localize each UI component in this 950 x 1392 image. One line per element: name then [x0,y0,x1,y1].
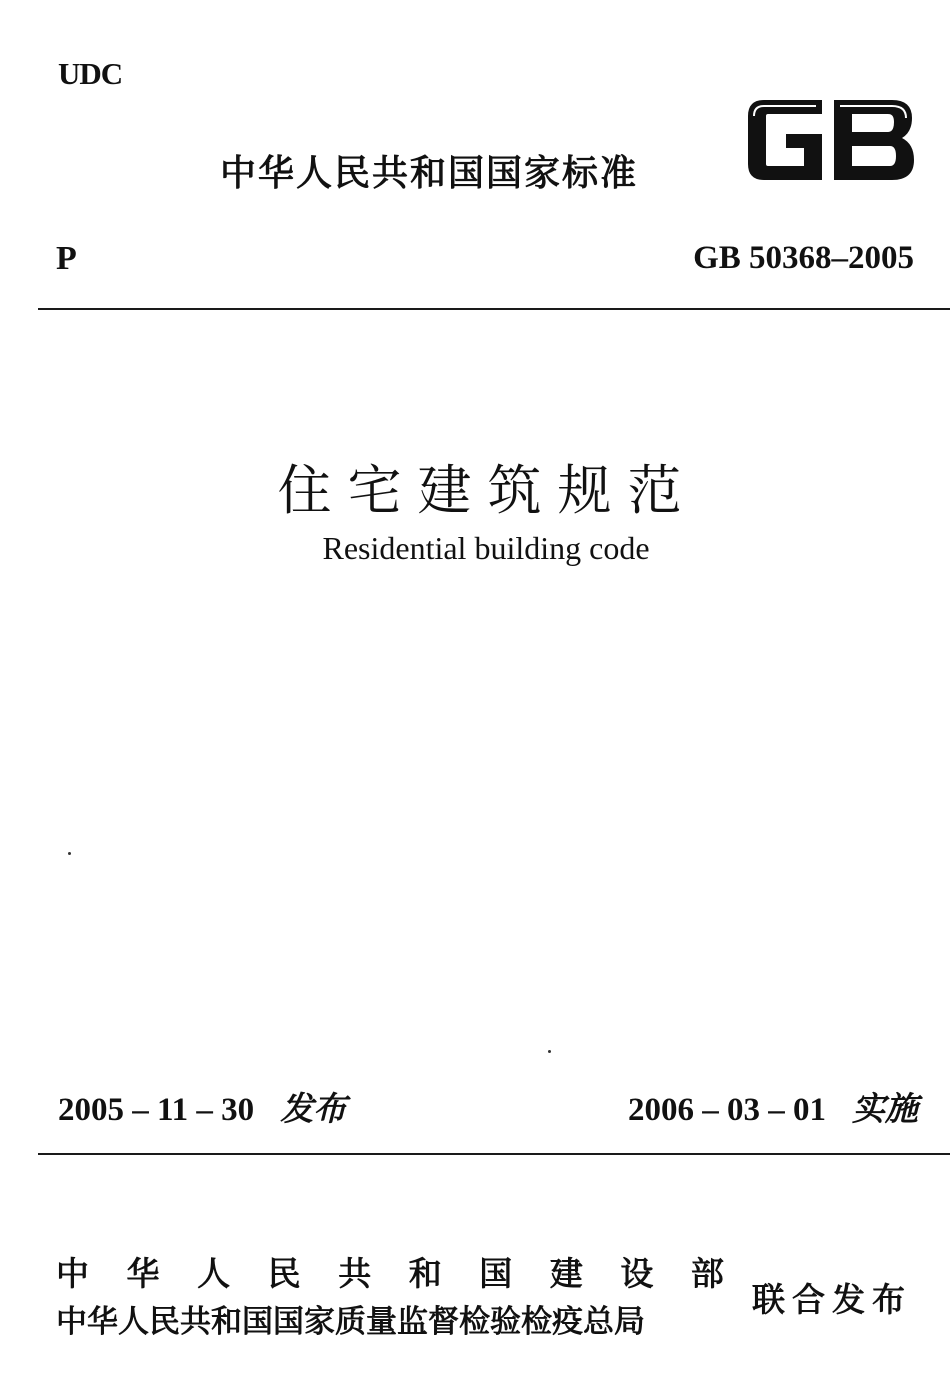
udc-label: UDC [58,56,123,91]
classification-code: P [56,240,77,277]
title-english: Residential building code [322,530,650,566]
scan-speck [68,852,71,855]
issuer-ministry-char: 人 [197,1254,231,1293]
issuer-ministry-char: 中 [56,1254,89,1293]
issuer-ministry-char: 部 [690,1254,724,1293]
issue-label: 发布 [280,1089,347,1128]
issuer-ministry-char: 国 [479,1254,513,1293]
scan-speck [548,1050,551,1053]
gb-logo [742,94,918,186]
issuer-ministry-char: 和 [408,1254,442,1293]
issuer-ministry-char: 共 [338,1254,372,1293]
standard-number: GB 50368–2005 [693,240,914,276]
implement-date-block [628,1083,918,1130]
bottom-divider [38,1153,950,1155]
implement-date: 2006 – 03 – 01 [628,1092,826,1128]
title-chinese: 住宅建筑规范 [277,459,698,522]
issuer-ministry [56,1248,724,1295]
issue-date: 2005 – 11 – 30 [58,1092,255,1128]
national-standard-heading: 中华人民共和国国家标准 [220,153,639,194]
joint-issue-label: 联合发布 [752,1280,912,1319]
issuer-ministry-char: 建 [549,1254,583,1293]
implement-label: 实施 [852,1089,918,1128]
issuer-ministry-char: 华 [126,1254,160,1293]
issue-date-block [58,1083,346,1130]
issuer-aqsiq: 中华人民共和国国家质量监督检验检疫总局 [56,1304,645,1340]
top-divider [38,308,950,310]
issuer-ministry-char: 民 [267,1254,301,1293]
issuer-ministry-char: 设 [620,1254,654,1293]
